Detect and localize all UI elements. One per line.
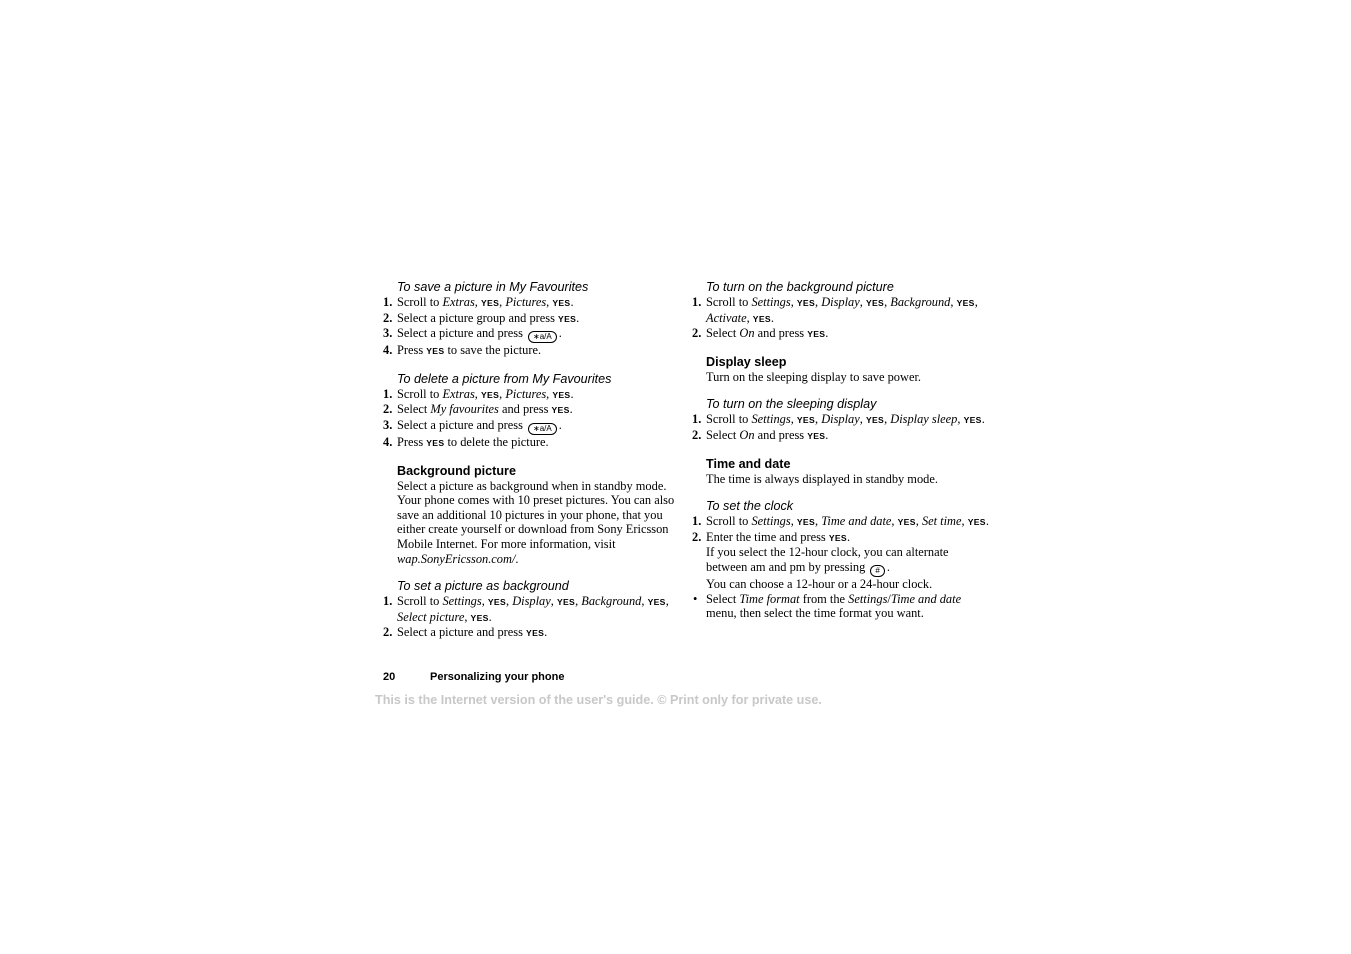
bullet-icon: •: [693, 591, 698, 606]
procedure-title-turn-on-background: To turn on the background picture: [706, 280, 894, 294]
list-item: 2. Select My favourites and press YES.: [383, 402, 573, 417]
list-item: 1. Scroll to Settings, YES, Time and date, YES, Set time, YES.: [692, 514, 989, 529]
list-item: 4. Press YES to delete the picture.: [383, 434, 549, 449]
section-title: Personalizing your phone: [430, 671, 565, 683]
list-item: 1. Scroll to Settings, YES, Display, YES, Background, YES, Activate, YES.: [692, 295, 978, 325]
left-column: [383, 280, 683, 641]
star-key-icon: ∗a/A: [528, 423, 557, 435]
watermark-text: This is the Internet version of the user's guide. © Print only for private use.: [375, 693, 822, 707]
page-number: 20: [383, 671, 396, 683]
list-item: 2. Select On and press YES.: [692, 427, 829, 442]
list-item: 2. Enter the time and press YES. If you select the 12-hour clock, you can alternate between am and pm by pressing # . You can choose a 12-hour or a 24-hour clock.: [692, 529, 949, 591]
background-description: Select a picture as background when in standby mode. Your phone comes with 10 preset pictures. You can also save an additional 10 pictures in your phone, that you either create yourself or download from Sony Ericsson Mobile Internet. For more information, visit wap.SonyEricsson.com/.: [397, 478, 675, 566]
list-item: 1. Scroll to Settings, YES, Display, YES, Display sleep, YES.: [692, 412, 985, 427]
website-link: wap.SonyEricsson.com/: [397, 551, 516, 566]
time-and-date-description: The time is always displayed in standby mode.: [706, 471, 938, 486]
procedure-title-set-clock: To set the clock: [706, 499, 794, 514]
star-key-icon: ∗a/A: [528, 331, 557, 343]
list-item: 3. Select a picture and press ∗a/A .: [383, 417, 562, 433]
steps-turn-on-background: [692, 295, 992, 342]
list-item: 3. Select a picture and press ∗a/A .: [383, 326, 562, 342]
steps-set-background: [383, 594, 683, 641]
hash-key-icon: #: [870, 565, 884, 577]
list-item: 4. Press YES to save the picture.: [383, 343, 542, 358]
steps-save: [383, 295, 683, 359]
list-item: 1. Scroll to Extras, YES, Pictures, YES.: [383, 386, 574, 401]
list-item: 1. Scroll to Settings, YES, Display, YES, Background, YES, Select picture, YES.: [383, 594, 669, 624]
section-heading-time-and-date: Time and date: [706, 456, 791, 471]
section-heading-background: Background picture: [397, 463, 516, 478]
display-sleep-description: Turn on the sleeping display to save power.: [706, 369, 921, 384]
right-column: [692, 280, 992, 621]
list-item: 2. Select On and press YES.: [692, 326, 829, 341]
bullet-list: [692, 592, 992, 621]
steps-set-clock: [692, 514, 992, 591]
procedure-title-save: To save a picture in My Favourites: [397, 280, 589, 294]
procedure-title-sleeping-display: To turn on the sleeping display: [706, 397, 877, 412]
steps-sleeping-display: [692, 412, 992, 443]
list-item: 1. Scroll to Extras, YES, Pictures, YES.: [383, 295, 574, 309]
procedure-title-delete: To delete a picture from My Favourites: [397, 371, 612, 386]
steps-delete: [383, 387, 683, 451]
list-item: 2. Select a picture and press YES.: [383, 625, 548, 640]
list-item: • Select Time format from the Settings/Time and date menu, then select the time format you want.: [693, 591, 962, 621]
list-item: 2. Select a picture group and press YES.: [383, 310, 580, 325]
procedure-title-set-background: To set a picture as background: [397, 579, 569, 594]
section-heading-display-sleep: Display sleep: [706, 354, 787, 369]
